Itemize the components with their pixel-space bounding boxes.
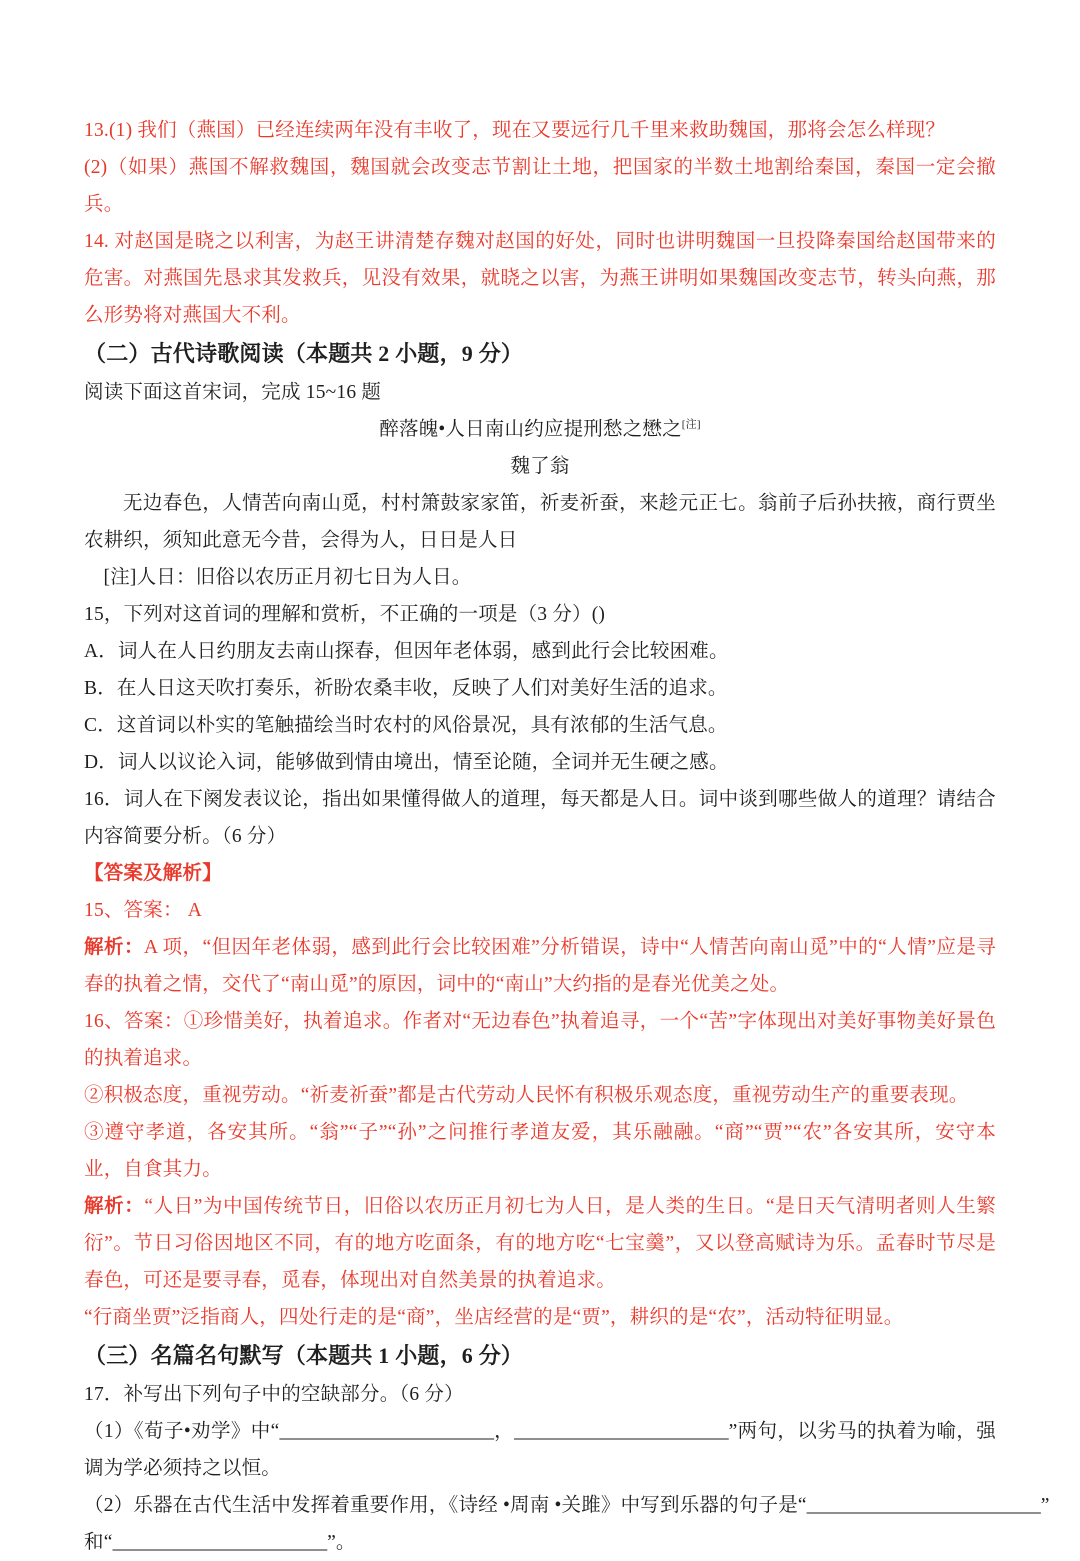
q17-2-post: ” [1040,1495,1050,1516]
answer-13-line-2: (2)（如果）燕国不解救魏国，魏国就会改变志节割让土地，把国家的半数土地割给秦国，秦国一定会撤兵。 [84,157,996,215]
answer-16-point-2: ②积极态度，重视劳动。“祈麦祈蚕”都是古代劳动人民怀有积极乐观态度，重视劳动生产的重要表现。 [84,1085,969,1106]
q17-1-blank-2: ______________________ [514,1421,729,1442]
poem-title [84,411,996,448]
answer-16-point-3: ③遵守孝道，各安其所。“翁”“子”“孙”之问推行孝道友爱，其乐融融。“商”“贾”“农”各安其所，安守本业，自食其力。 [84,1122,996,1180]
question-17-part-2-continued [84,1524,996,1561]
answer-16-analysis [84,1188,996,1299]
question-17-stem: 17．补写出下列句子中的空缺部分。（6 分） [84,1384,464,1405]
answer-15-analysis [84,929,996,1003]
poetry-intro: 阅读下面这首宋词，完成 15~16 题 [84,382,382,403]
answer-13-line-1: 13.(1) 我们（燕国）已经连续两年没有丰收了，现在又要远行几千里来救助魏国，那将会怎么样现？ [84,120,946,141]
question-15-stem: 15，下列对这首词的理解和赏析，不正确的一项是（3 分）() [84,604,606,625]
question-16-stem: 16．词人在下阕发表议论，指出如果懂得做人的道理，每天都是人日。词中谈到哪些做人的道理？请结合内容简要分析。（6 分） [84,789,996,847]
answer-15-analysis-text: A 项，“但因年老体弱，感到此行会比较困难”分析错误，诗中“人情苦向南山觅”中的“人情”应是寻春的执着之情，交代了“南山觅”的原因，词中的“南山”大约指的是春光优美之处。 [84,937,996,995]
poem-text: 无边春色，人情苦向南山觅，村村箫鼓家家笛，祈麦祈蚕，来趁元正七。翁前子后孙扶掖，商行贾坐农耕织，须知此意无今昔，会得为人，日日是人日 [84,493,996,551]
poem-title-note-mark: [注] [681,418,701,431]
analysis-label: 解析： [84,937,144,958]
poem-note: [注]人日：旧俗以农历正月初七日为人日。 [103,567,472,588]
answer-16-point-1: 16、答案：①珍惜美好，执着追求。作者对“无边春色”执着追寻，一个“苦”字体现出对美好事物美好景色的执着追求。 [84,1011,996,1069]
q17-3-pre: 和“ [84,1532,113,1553]
section-heading-poetry: （二）古代诗歌阅读（本题共 2 小题，9 分） [84,341,524,366]
q17-1-pre: （1）《荀子•劝学》中“ [84,1421,280,1442]
poem-author: 魏了翁 [510,456,570,477]
q17-2-blank: ________________________ [806,1495,1041,1516]
question-17-part-2 [84,1487,1050,1524]
answer-15: 15、答案： A [84,900,203,921]
answer-16-analysis-2: “行商坐贾”泛指商人，四处行走的是“商”，坐店经营的是“贾”，耕织的是“农”，活动特征明显。 [84,1307,904,1328]
question-15-option-c: C．这首词以朴实的笔触描绘当时农村的风俗景况，具有浓郁的生活气息。 [84,715,728,736]
question-17-part-1 [84,1413,996,1487]
q17-1-blank-1: ______________________ [279,1421,494,1442]
question-15-option-a: A．词人在人日约朋友去南山探春，但因年老体弱，感到此行会比较困难。 [84,641,729,662]
answer-16-analysis-text: “人日”为中国传统节日，旧俗以农历正月初七为人日，是人类的生日。“是日天气清明者则人生繁衍”。节日习俗因地区不同，有的地方吃面条，有的地方吃“七宝羹”，又以登高赋诗为乐。孟春时节尽是春色，可还是要寻春，觅春，体现出对自然美景的执着追求。 [84,1196,997,1291]
q17-2-pre: （2）乐器在古代生活中发挥着重要作用，《诗经 •周南 •关雎》中写到乐器的句子是“ [84,1495,807,1516]
q17-1-separator: ， [493,1421,515,1442]
q17-3-blank: ______________________ [112,1532,328,1553]
question-15-option-b: B．在人日这天吹打奏乐，祈盼农桑丰收，反映了人们对美好生活的追求。 [84,678,728,699]
answer-key-heading: 【答案及解析】 [84,863,222,884]
analysis-label: 解析： [84,1196,145,1217]
question-15-option-d: D．词人以议论入词，能够做到情由境出，情至论随，全词并无生硬之感。 [84,752,729,773]
q17-3-post: ”。 [327,1532,356,1553]
poem-title-text: 醉落魄•人日南山约应提刑愁之懋之 [379,419,682,440]
section-heading-dictation: （三）名篇名句默写（本题共 1 小题，6 分） [84,1343,524,1368]
q17-1-post: ”两句，以劣马的执着为喻，强调为学必须持之以恒。 [84,1421,997,1479]
answer-14-paragraph: 14. 对赵国是晓之以利害，为赵王讲清楚存魏对赵国的好处，同时也讲明魏国一旦投降秦国给赵国带来的危害。对燕国先恳求其发救兵，见没有效果，就晓之以害，为燕王讲明如果魏国改变志节，转头向燕，那么形势将对燕国大不利。 [84,231,996,326]
